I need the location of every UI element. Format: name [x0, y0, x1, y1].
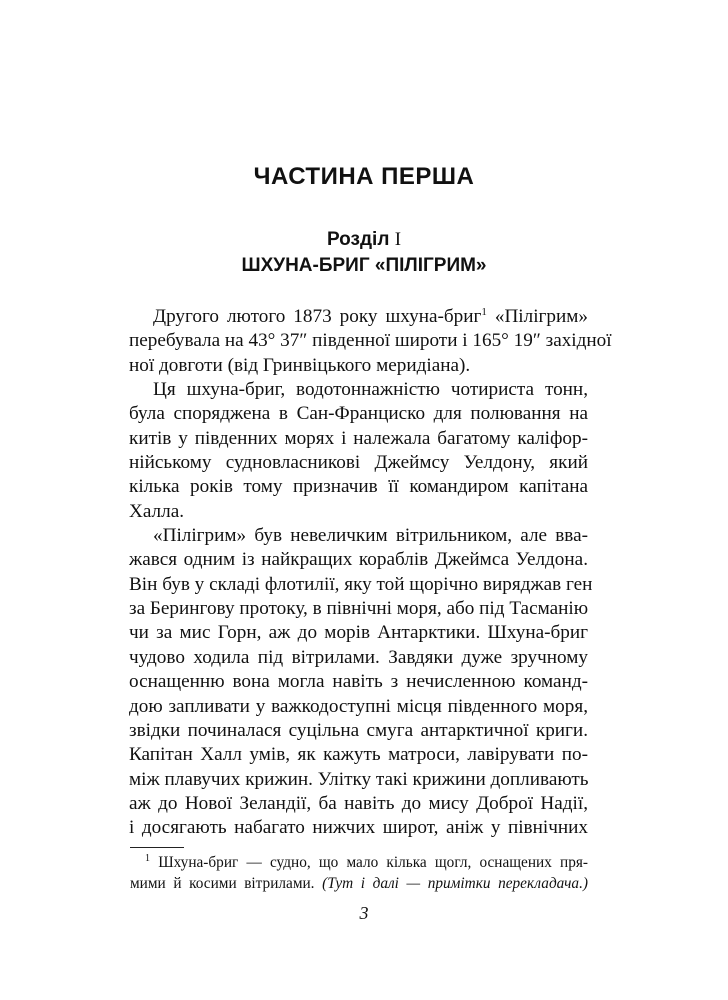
- text-line: звідки починалася суцільна смуга антарктичної криги.: [129, 719, 588, 741]
- footnote-line: $^1$ Шхуна-бриг — судно, що мало кілька щогл, оснащених пря-: [145, 853, 588, 871]
- text-line: нійському судновласникові Джеймсу Уелдону, який: [129, 452, 588, 474]
- paragraph-1: [129, 305, 612, 378]
- part-title: ЧАСТИНА ПЕРША: [253, 163, 475, 190]
- text-line: оснащенню вона могла навіть з нечисленною команд-: [129, 671, 588, 693]
- text-line: китів у південних морях і належала багатому каліфор-: [129, 427, 588, 449]
- text-line: Другого лютого 1873 року шхуна-бриг$^1$ «Пілігрим»: [153, 306, 589, 327]
- footnote: [130, 852, 588, 894]
- text-line: між плавучих крижин. Улітку такі крижини допливають: [129, 768, 589, 790]
- chapter-title: ШХУНА-БРИГ «ПІЛІГРИМ»: [241, 255, 487, 276]
- text-line: була споряджена в Сан-Франциско для полювання на: [129, 403, 588, 425]
- footnote-line: мими й косими вітрилами. (Тут і далі — примітки перекладача.): [130, 875, 588, 892]
- text-line: за Берингову протоку, в північні моря, або під Тасманію: [129, 598, 589, 620]
- text-line: аж до Нової Зеландії, ба навіть до мису Доброї Надії,: [129, 792, 588, 814]
- text-line: ної довготи (від Гринвіцького меридіана).: [129, 354, 471, 376]
- text-line: чи за мис Горн, аж до морів Антарктики. Шхуна-бриг: [129, 622, 588, 644]
- footnote-number: 1: [145, 853, 150, 864]
- footnote-divider: [130, 847, 184, 848]
- text-line: перебувала на 43° 37″ південної широти і 165° 19″ західної: [129, 330, 612, 352]
- text-line: Він був у складі флотилії, яку той щорічно виряджав ген: [129, 573, 593, 595]
- text-line: жався одним із найкращих кораблів Джеймса Уелдона.: [129, 549, 588, 571]
- text-line: дою запливати у важкодоступні місця південного моря,: [129, 695, 588, 717]
- text-line: «Пілігрим» був невеличким вітрильником, але вва-: [153, 525, 588, 547]
- text-line: Ця шхуна-бриг, водотоннажністю чотириста тонн,: [153, 379, 588, 401]
- footnote-marker: 1: [481, 306, 487, 318]
- chapter-heading: [0, 229, 728, 251]
- paragraph-3: [129, 524, 593, 840]
- chapter-label: Розділ: [326, 229, 390, 250]
- page-number: 3: [359, 903, 369, 923]
- chapter-number: I: [394, 229, 402, 250]
- text-line: чудово ходила під вітрилами. Завдяки дуже зручному: [129, 646, 588, 668]
- translator-note: (Тут і далі — примітки перекладача.): [322, 875, 588, 892]
- text-line: кілька років тому призначив її командиром капітана: [129, 476, 588, 498]
- text-line: і досягають набагато нижчих широт, аніж у північних: [129, 817, 588, 839]
- paragraph-2: [129, 378, 588, 524]
- text-line: Халла.: [129, 500, 185, 522]
- body-text: [129, 305, 612, 841]
- text-line: Капітан Халл умів, як кажуть матроси, лавірувати по-: [129, 744, 588, 766]
